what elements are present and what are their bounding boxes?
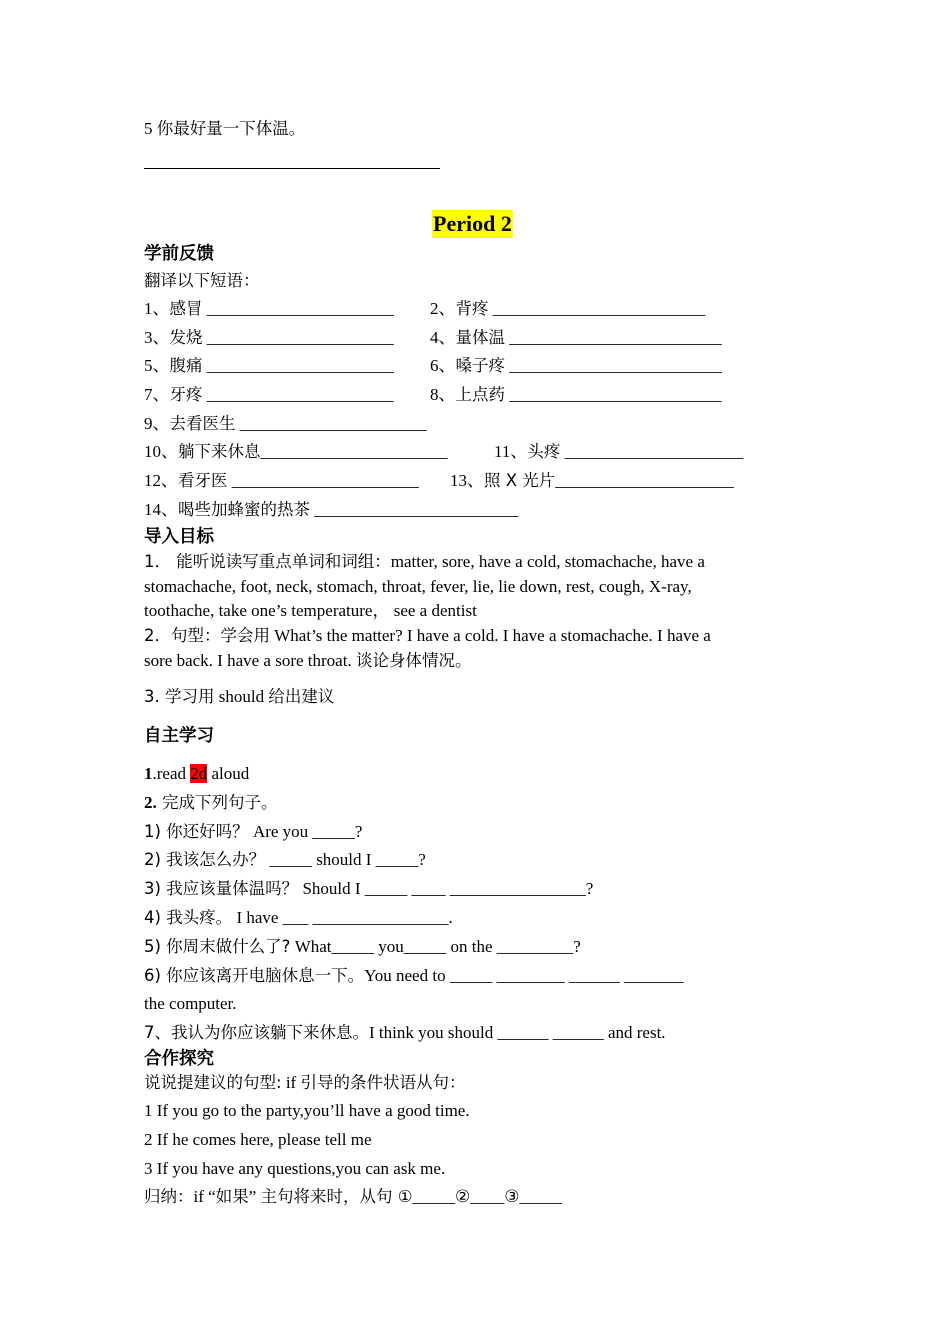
- blank-1: _____: [412, 1187, 456, 1206]
- sentence-cn: 7、我认为你应该躺下来休息。: [144, 1023, 369, 1042]
- summary-line: [144, 1186, 562, 1208]
- self-item-2-cn: 完成下列句子。: [156, 793, 278, 812]
- sentence-4: [144, 907, 453, 929]
- sentence-en: Should I _____ ____ ________________?: [298, 879, 594, 898]
- phrase-9: [144, 413, 427, 435]
- example-1: 1 If you go to the party,you’ll have a good time.: [144, 1101, 470, 1120]
- phrase-num: 6、: [430, 356, 456, 375]
- phrase-num: 1、: [144, 299, 170, 318]
- circle-2: ②: [455, 1187, 471, 1206]
- phrase-cn: 牙疼: [169, 385, 203, 404]
- phrase-cn: 上点药: [455, 385, 505, 404]
- phrase-8: [430, 384, 722, 406]
- phrase-num: 13、: [450, 471, 484, 490]
- phrase-11: [494, 441, 743, 463]
- goal-3-a: 3. 学习用: [144, 687, 215, 706]
- phrase-cn: 照 X 光片: [484, 471, 556, 490]
- goal-2: [144, 625, 711, 647]
- sentence-6-line2: the computer.: [144, 994, 237, 1013]
- feedback-heading: 学前反馈: [144, 244, 214, 264]
- summary-en: if “: [193, 1187, 216, 1206]
- sentence-cn: 2) 我该怎么办？: [144, 850, 266, 869]
- cooperation-intro: [144, 1072, 465, 1094]
- phrase-num: 9、: [144, 414, 170, 433]
- goal-2-cn: 2．句型：学会用: [144, 626, 270, 645]
- blank-3: _____: [519, 1187, 563, 1206]
- phrase-blank: ______________________: [202, 299, 394, 318]
- sentence-en: Are you _____?: [248, 822, 363, 841]
- sentence-cn: 5) 你周末做什么了?: [144, 937, 291, 956]
- goal-1-cn: 1． 能听说读写重点单词和词组：: [144, 552, 391, 571]
- phrase-blank: ______________________: [260, 442, 448, 461]
- sentence-6: [144, 965, 684, 987]
- summary-cn: 归纳：: [144, 1187, 194, 1206]
- sentence-cn: 1) 你还好吗？: [144, 822, 249, 841]
- phrase-blank: _________________________: [488, 299, 706, 318]
- self-item-1-b: aloud: [207, 764, 250, 783]
- phrase-cn: 喝些加蜂蜜的热茶: [178, 500, 310, 519]
- sentence-2: [144, 849, 426, 871]
- feedback-instruction: 翻译以下短语：: [144, 271, 260, 290]
- sentence-3: [144, 878, 593, 900]
- phrase-2: [430, 298, 705, 320]
- phrase-num: 14、: [144, 500, 178, 519]
- intro-en: if: [281, 1073, 301, 1092]
- goal-1: [144, 551, 705, 573]
- phrase-cn: 看牙医: [178, 471, 228, 490]
- circle-3: ③: [504, 1187, 520, 1206]
- phrase-3: [144, 327, 394, 349]
- phrase-num: 4、: [430, 328, 456, 347]
- goal-3: [144, 686, 334, 708]
- self-item-2: [144, 792, 278, 814]
- sentence-en: You need to _____ ________ ______ _______: [364, 966, 684, 985]
- phrase-cn: 发烧: [169, 328, 203, 347]
- phrase-num: 5、: [144, 356, 170, 375]
- phrase-num: 2、: [430, 299, 456, 318]
- sentence-7: [144, 1022, 666, 1044]
- self-study-heading: 自主学习: [144, 726, 214, 746]
- phrase-blank: ________________________: [310, 500, 519, 519]
- sentence-1: [144, 821, 362, 843]
- sentence-en: I think you should ______ ______ and rest.: [369, 1023, 666, 1042]
- sentence-cn: 6) 你应该离开电脑休息一下。: [144, 966, 365, 985]
- phrase-blank: ______________________: [235, 414, 427, 433]
- phrase-5: [144, 355, 394, 377]
- phrase-blank: _________________________: [505, 328, 722, 347]
- sentence-en: I have ___ ________________.: [232, 908, 453, 927]
- phrase-num: 10、: [144, 442, 178, 461]
- phrase-cn: 去看医生: [169, 414, 236, 433]
- phrase-1: [144, 298, 394, 320]
- cooperation-heading: 合作探究: [144, 1049, 214, 1069]
- self-item-1: [144, 763, 249, 785]
- goal-1-en: matter, sore, have a cold, stomachache, have a: [390, 552, 705, 571]
- line-text: 你最好量一下体温。: [156, 119, 306, 138]
- highlight-2d: 2d: [190, 764, 208, 783]
- summary-cn-3: 主句将来时，从句: [260, 1187, 393, 1206]
- phrase-num: 3、: [144, 328, 170, 347]
- sentence-cn: 4) 我头疼。: [144, 908, 233, 927]
- phrase-10: [144, 441, 448, 463]
- goal-1-line3: toothache, take one’s temperature， see a dentist: [144, 601, 477, 620]
- phrase-7: [144, 384, 394, 406]
- phrase-blank: ______________________: [202, 356, 394, 375]
- phrase-6: [430, 355, 722, 377]
- phrase-4: [430, 327, 722, 349]
- goal-2-en: What’s the matter? I have a cold. I have a stomachache. I have a: [270, 626, 711, 645]
- phrase-blank: _________________________: [505, 385, 722, 404]
- phrase-blank: ______________________: [202, 328, 394, 347]
- phrase-blank: ______________________: [202, 385, 394, 404]
- phrase-cn: 背疼: [455, 299, 489, 318]
- phrase-cn: 感冒: [169, 299, 203, 318]
- sentence-en: What_____ you_____ on the _________?: [290, 937, 581, 956]
- phrase-14: [144, 499, 518, 521]
- intro-cn-2: 引导的条件状语从句：: [300, 1073, 466, 1092]
- self-item-2-num: 2.: [144, 793, 157, 812]
- phrase-blank: _________________________: [505, 356, 722, 375]
- summary-cn-2: 如果: [215, 1187, 249, 1206]
- phrase-num: 8、: [430, 385, 456, 404]
- blank-2: ____: [470, 1187, 505, 1206]
- sentence-5: [144, 936, 581, 958]
- phrase-13: [450, 470, 734, 492]
- self-item-1-a: .read: [152, 764, 191, 783]
- page-title: Period 2: [433, 211, 512, 236]
- phrase-cn: 量体温: [455, 328, 505, 347]
- intro-cn: 说说提建议的句型:: [144, 1073, 282, 1092]
- circle-1: ①: [392, 1187, 413, 1206]
- goal-1-line2: stomachache, foot, neck, stomach, throat, fever, lie, lie down, rest, cough, X-ray,: [144, 577, 692, 596]
- phrase-num: 7、: [144, 385, 170, 404]
- self-item-1-num: 1: [144, 764, 153, 783]
- goals-heading: 导入目标: [144, 527, 214, 547]
- phrase-cn: 头疼: [527, 442, 561, 461]
- goal-2-line2-en: sore back. I have a sore throat.: [144, 651, 356, 670]
- goal-2-line2-cn: 谈论身体情况。: [355, 651, 472, 670]
- phrase-12: [144, 470, 419, 492]
- goal-3-b: should: [214, 687, 269, 706]
- sentence-cn: 3) 我应该量体温吗？: [144, 879, 299, 898]
- phrase-num: 11、: [494, 442, 528, 461]
- summary-en-2: ”: [248, 1187, 261, 1206]
- goal-3-c: 给出建议: [268, 687, 335, 706]
- sentence-en: _____ should I _____?: [265, 850, 426, 869]
- answer-line: [144, 168, 440, 169]
- phrase-cn: 躺下来休息: [178, 442, 261, 461]
- line-number: 5: [144, 119, 157, 138]
- phrase-blank: _____________________: [560, 442, 744, 461]
- goal-2-line2: [144, 650, 471, 672]
- phrase-blank: _____________________: [555, 471, 734, 490]
- phrase-blank: ______________________: [227, 471, 419, 490]
- phrase-num: 12、: [144, 471, 178, 490]
- phrase-cn: 嗓子疼: [455, 356, 505, 375]
- example-3: 3 If you have any questions,you can ask me.: [144, 1159, 446, 1178]
- phrase-cn: 腹痛: [169, 356, 203, 375]
- exercise-line-5: [144, 118, 305, 140]
- example-2: 2 If he comes here, please tell me: [144, 1130, 372, 1149]
